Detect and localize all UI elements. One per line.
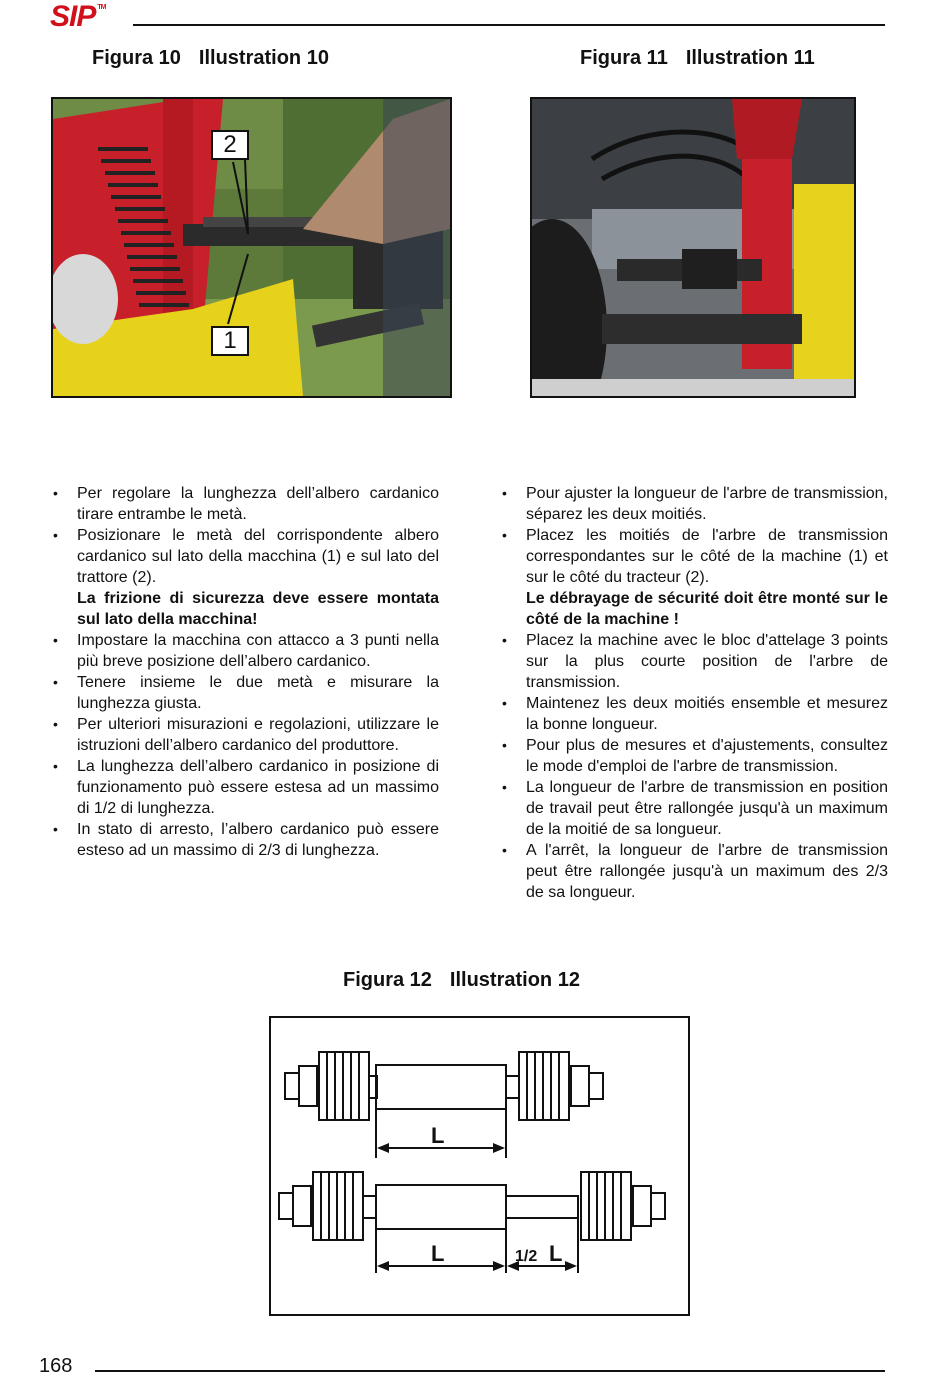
figure-11-photo [530,97,856,398]
tractor-hitch-photo [532,99,854,396]
figure-12-diagram [269,1016,690,1316]
list-item: • Placez la machine avec le bloc d'attelage 3 points sur la plus courte position de l'arbre de transmission. [500,630,888,693]
figure-10-title [92,47,329,70]
list-item: • Tenere insieme le due metà e misurare la lunghezza giusta. [51,672,439,714]
list-item: • Per regolare la lunghezza dell’albero cardanico tirare entrambe le metà. [51,483,439,525]
logo-text: SIP [50,0,96,33]
figure-12-title [343,969,580,992]
list-item: • Placez les moitiés de l'arbre de transmission correspondantes sur le côté de la machine (1) et sur le côté du tracteur (2). Le débrayage de sécurité doit être monté sur le côté de la machine ! [500,525,888,630]
italian-instructions [51,483,439,861]
callout-2: 2 [211,130,249,160]
warning-text: Le débrayage de sécurité doit être monté sur le côté de la machine ! [526,590,888,628]
dimension-l-top: L [431,1123,445,1148]
callout-leader-lines [53,99,450,396]
figure-12-alt: Illustration 12 [449,969,580,991]
list-item: • A l'arrêt, la longueur de l'arbre de transmission peut être rallongée jusqu'à un maximum des 2/3 de sa longueur. [500,840,888,903]
callout-1: 1 [211,326,249,356]
dimension-half: 1/2 [515,1248,538,1265]
dimension-half-l: L [549,1241,563,1266]
dimension-l-bottom: L [431,1241,445,1266]
header-rule [133,24,885,26]
figure-12-label: Figura 12 [343,969,432,991]
figure-11-alt: Illustration 11 [685,47,815,69]
footer-rule [95,1370,885,1372]
list-item: • Impostare la macchina con attacco a 3 punti nella più breve posizione dell’albero cardanico. [51,630,439,672]
list-item: • La lunghezza dell’albero cardanico in posizione di funzionamento può essere estesa ad un massimo di 1/2 di lunghezza. [51,756,439,819]
list-item: • Posizionare le metà del corrispondente albero cardanico sul lato della macchina (1) e sul lato del trattore (2). La frizione di sicurezza deve essere montata sul lato della macchina! [51,525,439,630]
figure-10-label: Figura 10 [92,47,181,69]
logo-trademark: TM [97,4,106,11]
figure-11-label: Figura 11 [580,47,668,69]
list-item: • Per ulteriori misurazioni e regolazioni, utilizzare le istruzioni dell’albero cardanico del produttore. [51,714,439,756]
sip-logo [50,0,105,34]
french-instructions [500,483,888,903]
pto-shaft-length-diagram [271,1018,688,1314]
warning-text: La frizione di sicurezza deve essere montata sul lato della macchina! [77,590,439,628]
page-number: 168 [39,1355,73,1377]
list-item: • In stato di arresto, l’albero cardanico può essere esteso ad un massimo di 2/3 di lunghezza. [51,819,439,861]
figure-11-title [580,47,815,70]
list-item: • La longueur de l'arbre de transmission en position de travail peut être rallongée jusqu'à un maximum de la moitié de sa longueur. [500,777,888,840]
french-list [500,483,888,903]
figure-10-photo [51,97,452,398]
list-item: • Pour plus de mesures et d'ajustements, consultez le mode d'emploi de l'arbre de transmission. [500,735,888,777]
list-item: • Pour ajuster la longueur de l'arbre de transmission, séparez les deux moitiés. [500,483,888,525]
italian-list [51,483,439,861]
figure-10-alt: Illustration 10 [198,47,329,69]
list-item: • Maintenez les deux moitiés ensemble et mesurez la bonne longueur. [500,693,888,735]
